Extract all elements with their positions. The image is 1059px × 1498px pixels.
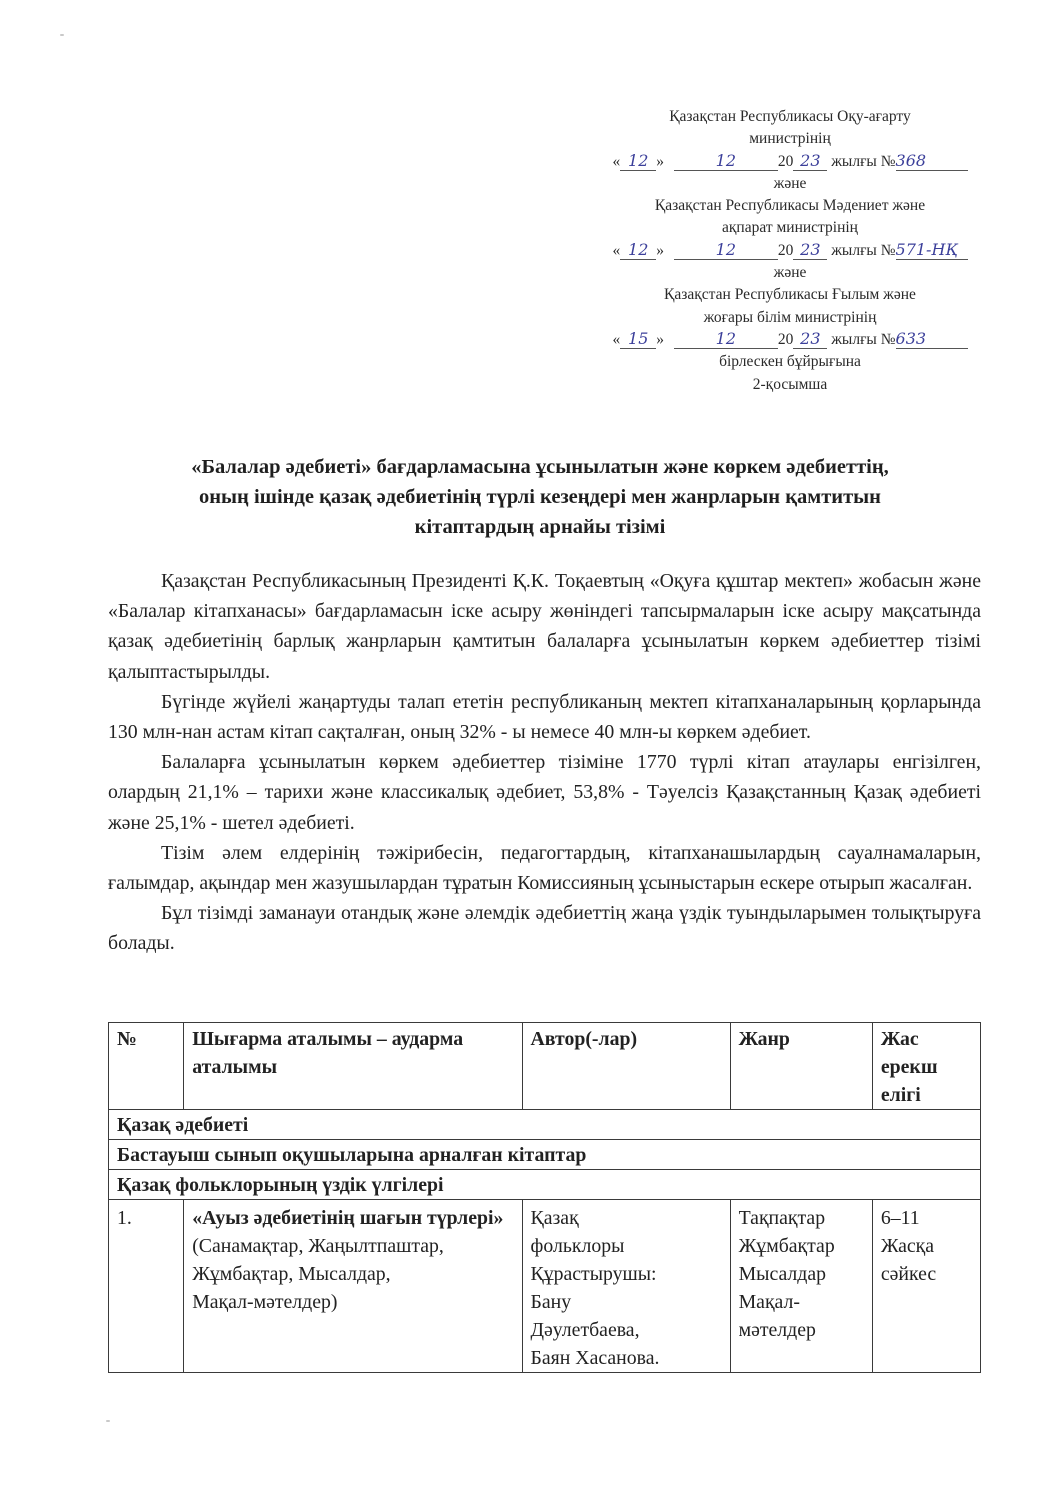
ministry3-line2: жоғары білім министрінің (703, 308, 877, 326)
month-field: 12 (674, 330, 778, 349)
year-prefix: 20 (777, 152, 794, 170)
author-line: Бану (530, 1291, 572, 1313)
column-header-title: Шығарма аталымы – аударма аталымы (184, 1023, 522, 1110)
age-line: Жасқа (880, 1235, 935, 1257)
order-date-1 (610, 151, 970, 173)
work-genre (730, 1200, 872, 1373)
column-header-genre: Жанр (730, 1023, 872, 1110)
order-date-3 (610, 329, 970, 351)
genre-line: Мысалдар (738, 1263, 827, 1285)
genre-line: Жұмбақтар (738, 1235, 835, 1257)
scan-speck (106, 1420, 110, 1422)
paragraph: Бұл тізімді заманауи отандық және әлемдік әдебиеттің жаңа үздік туындыларымен толықтыруға болады. (108, 902, 981, 955)
quote-close: » (656, 330, 664, 348)
year-field: 23 (793, 241, 827, 260)
and-connector: және (773, 264, 807, 282)
ministry1-line2: министрінің (749, 130, 831, 148)
title-line-1: «Балалар әдебиеті» бағдарламасына ұсынылатын және көркем әдебиеттің, (191, 456, 889, 478)
column-header-author: Автор(-лар) (522, 1023, 730, 1110)
age-line: сәйкес (880, 1263, 937, 1285)
column-header-number: № (109, 1023, 184, 1110)
author-line: Құрастырушы: (530, 1263, 657, 1285)
order-date-2 (610, 240, 970, 262)
quote-open: « (612, 330, 621, 348)
author-line: фольклоры (530, 1235, 625, 1257)
row-number: 1. (109, 1200, 184, 1373)
document-title (100, 452, 980, 542)
quote-close: » (656, 152, 664, 170)
body-text (108, 566, 981, 959)
paragraph: Тізім әлем елдерінің тәжірибесін, педагогтардың, кітапханашылардың сауалнамаларын, ғалымдар, ақындар мен жазушылардан тұратын Комиссияның ұсыныстарын ескере отырып жасалған. (108, 841, 981, 895)
month-field: 12 (674, 152, 778, 171)
genre-line: Мақал- (738, 1291, 800, 1313)
book-list-table (108, 1022, 981, 1373)
genre-line: мәтелдер (738, 1319, 816, 1341)
order-number-field: 368 (896, 152, 968, 171)
quote-open: « (612, 152, 621, 170)
approval-header (610, 106, 970, 396)
day-field: 12 (620, 152, 656, 171)
paragraph: Қазақстан Республикасының Президенті Қ.К. Тоқаевтың «Оқуға құштар мектеп» жобасын және «Балалар кітапханасы» бағдарламасын іске асыру жөніндегі тапсырмаларын іске асыру мақсатында қазақ әдебиетінің барлық жанрларын қамтитын балаларға ұсынылатын көркем әдебиеттер тізімі қалыптастырылды. (108, 570, 981, 683)
scan-speck (60, 34, 64, 36)
year-number-label: жылғы № (831, 241, 896, 259)
and-connector: және (773, 174, 807, 192)
ministry3-line1: Қазақстан Республикасы Ғылым және (664, 286, 916, 304)
section-row (109, 1170, 981, 1200)
joint-order-label: бірлескен бұйрығына (719, 353, 861, 371)
paragraph: Балаларға ұсынылатын көркем әдебиеттер тізіміне 1770 түрлі кітап атаулары енгізілген, олардың 21,1% – тарихи және классикалық әдебиет, 53,8% - Тәуелсіз Қазақстанның Қазақ әдебиеті және 25,1% - шетел әдебиеті. (108, 751, 981, 834)
author-line: Дәулетбаева, (530, 1319, 640, 1341)
age-line: 6–11 (880, 1207, 920, 1229)
section-label: Бастауыш сынып оқушыларына арналған кітаптар (109, 1140, 981, 1170)
ministry1-line1: Қазақстан Республикасы Оқу-ағарту (669, 108, 911, 125)
order-number-field: 571-НҚ (896, 241, 968, 260)
title-line-3: кітаптардың арнайы тізімі (414, 516, 666, 538)
quote-open: « (612, 241, 621, 259)
column-header-age: Жас ерекш елігі (872, 1023, 980, 1110)
quote-close: » (656, 241, 664, 259)
year-prefix: 20 (777, 241, 794, 259)
paragraph: Бүгінде жүйелі жаңартуды талап ететін республиканың мектеп кітапханаларының қорларында 130 млн-нан астам кітап сақталған, оның 32% - ы немесе 40 млн-ы көркем әдебиет. (108, 690, 981, 744)
month-field: 12 (674, 241, 778, 260)
order-number-field: 633 (896, 330, 968, 349)
table-row (109, 1200, 981, 1373)
work-title-main: «Ауыз әдебиетінің шағын түрлері» (192, 1207, 504, 1229)
section-label: Қазақ әдебиеті (109, 1110, 981, 1140)
author-line: Қазақ (530, 1207, 579, 1229)
age-group (872, 1200, 980, 1373)
year-prefix: 20 (777, 330, 794, 348)
year-field: 23 (793, 152, 827, 171)
table-header-row (109, 1023, 981, 1110)
section-label: Қазақ фольклорының үздік үлгілері (109, 1170, 981, 1200)
work-title (184, 1200, 522, 1373)
genre-line: Тақпақтар (738, 1207, 826, 1229)
ministry2-line2: ақпарат министрінің (722, 219, 858, 237)
section-row (109, 1110, 981, 1140)
day-field: 15 (620, 330, 656, 349)
ministry2-line1: Қазақстан Республикасы Мәдениет және (654, 197, 926, 215)
work-title-details: (Санамақтар, Жаңылтпаштар, Жұмбақтар, Мысалдар, (192, 1235, 444, 1285)
title-line-2: оның ішінде қазақ әдебиетінің түрлі кезеңдері мен жанрларын қамтитын (198, 486, 881, 508)
author-line: Баян Хасанова. (530, 1347, 660, 1369)
section-row (109, 1140, 981, 1170)
annex-label: 2-қосымша (752, 375, 828, 393)
day-field: 12 (620, 241, 656, 260)
work-author (522, 1200, 730, 1373)
work-title-details-end: Мақал-мәтелдер) (192, 1291, 338, 1313)
year-number-label: жылғы № (831, 330, 896, 348)
year-field: 23 (793, 330, 827, 349)
year-number-label: жылғы № (831, 152, 896, 170)
